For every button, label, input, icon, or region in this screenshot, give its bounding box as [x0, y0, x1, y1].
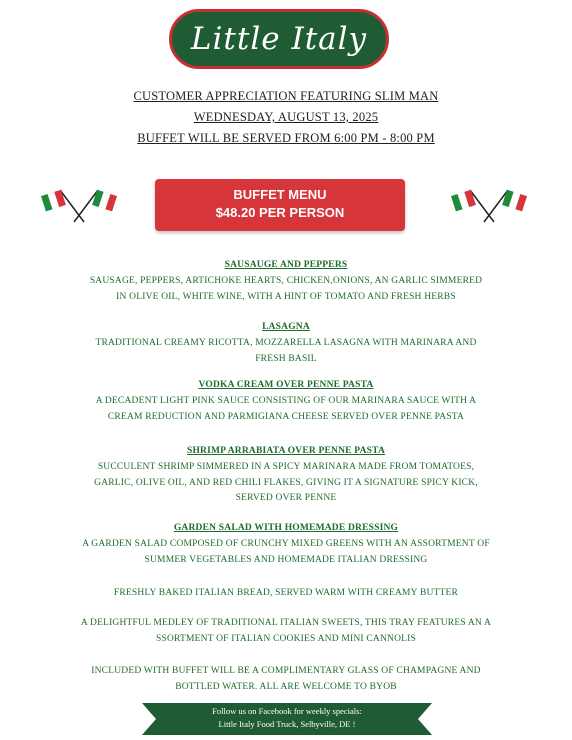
- logo: [169, 9, 389, 69]
- menu-item-title: SAUSAUGE AND PEPPERS: [224, 260, 348, 270]
- footer-line-2: Little Italy Food Truck, Selbyville, DE !: [218, 719, 356, 729]
- menu-item-description: TRADITIONAL CREAMY RICOTTA, MOZZARELLA LASAGNA WITH MARINARA AND FRESH BASIL: [95, 338, 477, 364]
- champagne-note: INCLUDED WITH BUFFET WILL BE A COMPLIMENTARY GLASS OF CHAMPAGNE AND BOTTLED WATER. ALL ARE WELCOME TO BYOB: [91, 666, 481, 692]
- italian-flags-icon: [38, 184, 120, 224]
- buffet-menu-title: BUFFET MENU: [233, 187, 327, 202]
- event-date: WEDNESDAY, AUGUST 13, 2025: [193, 110, 379, 124]
- menu-item-title: VODKA CREAM OVER PENNE PASTA: [198, 380, 374, 390]
- footer-text: [142, 705, 432, 731]
- bread-note: FRESHLY BAKED ITALIAN BREAD, SERVED WARM WITH CREAMY BUTTER: [113, 588, 459, 598]
- menu-item-description: SUCCULENT SHRIMP SIMMERED IN A SPICY MARINARA MADE FROM TOMATOES, GARLIC, OLIVE OIL, AND RED CHILI FLAKES, GIVING IT A SIGNATURE SPICY KICK, SERVED OVER PENNE: [94, 462, 478, 503]
- italian-flags-icon: [448, 184, 530, 224]
- footer-line-1: Follow us on Facebook for weekly specials:: [212, 706, 362, 716]
- menu-item-description: A DECADENT LIGHT PINK SAUCE CONSISTING OF OUR MARINARA SAUCE WITH A CREAM REDUCTION AND PARMIGIANA CHEESE SERVED OVER PENNE PASTA: [95, 396, 477, 422]
- buffet-menu-box: [155, 179, 405, 231]
- menu-item-title: LASAGNA: [262, 322, 310, 332]
- menu-item-title: GARDEN SALAD WITH HOMEMADE DRESSING: [173, 523, 399, 533]
- menu-item-description: SAUSAGE, PEPPERS, ARTICHOKE HEARTS, CHICKEN,ONIONS, AN GARLIC SIMMERED IN OLIVE OIL, WHITE WINE, WITH A HINT OF TOMATO AND FRESH HERBS: [89, 276, 483, 302]
- menu-item-description: A GARDEN SALAD COMPOSED OF CRUNCHY MIXED GREENS WITH AN ASSORTMENT OF SUMMER VEGETABLES AND HOMEMADE ITALIAN DRESSING: [82, 539, 490, 565]
- menu-item-title: SHRIMP ARRABIATA OVER PENNE PASTA: [186, 446, 386, 456]
- event-title: CUSTOMER APPRECIATION FEATURING SLIM MAN: [133, 89, 439, 103]
- event-time: BUFFET WILL BE SERVED FROM 6:00 PM - 8:00 PM: [137, 131, 435, 145]
- dessert-note: A DELIGHTFUL MEDLEY OF TRADITIONAL ITALIAN SWEETS, THIS TRAY FEATURES AN A SSORTMENT OF ITALIAN COOKIES AND MINI CANNOLIS: [80, 618, 492, 644]
- buffet-menu-price: $48.20 PER PERSON: [215, 205, 345, 220]
- logo-text: Little Italy: [190, 21, 368, 57]
